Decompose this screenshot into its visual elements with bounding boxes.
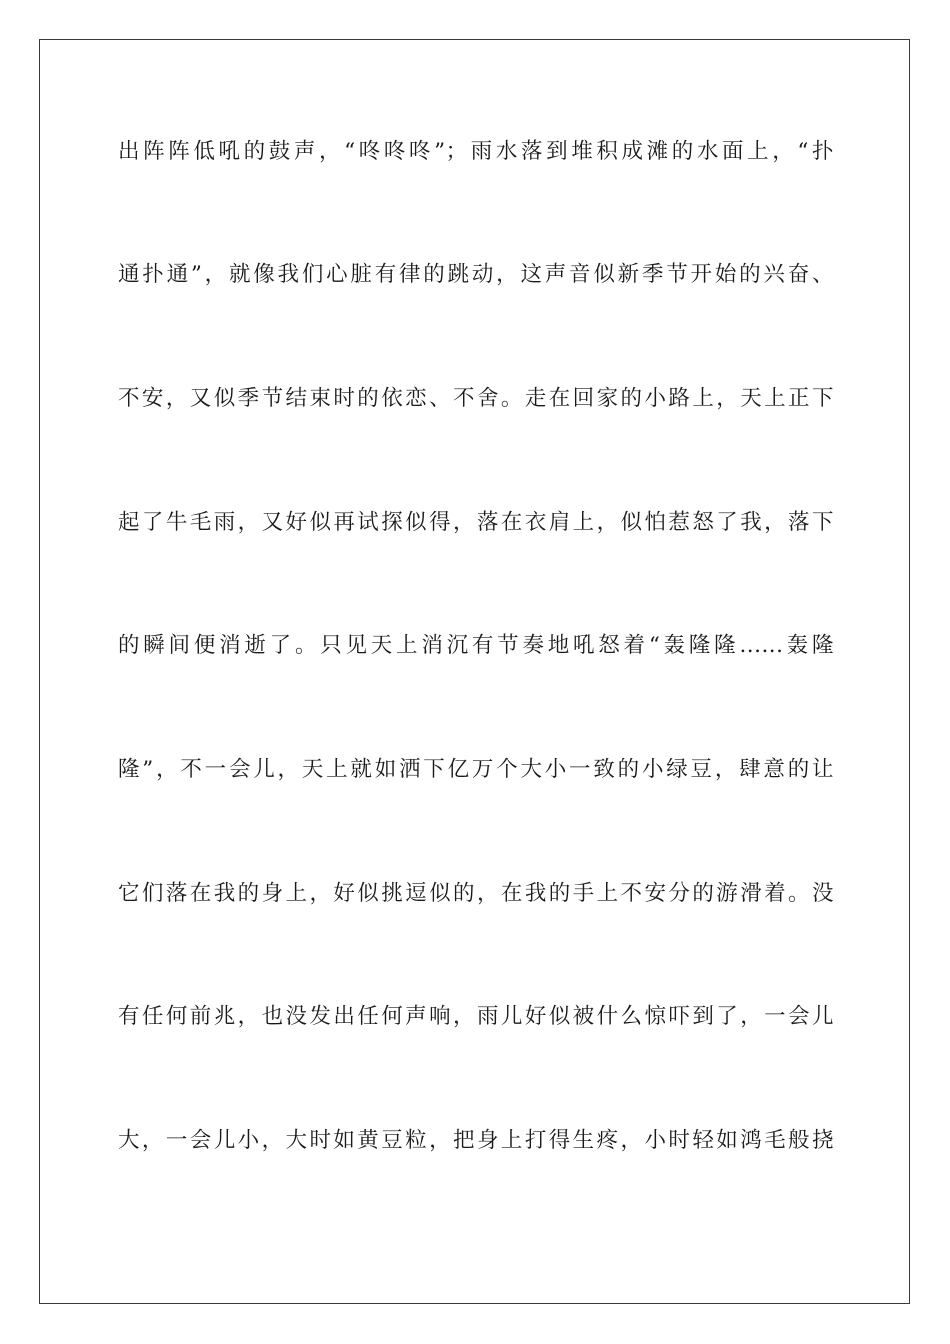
text-line: 不安，又似季节结束时的依恋、不舍。走在回家的小路上，天上正下	[118, 386, 834, 411]
text-line: 隆”，不一会儿，天上就如洒下亿万个大小一致的小绿豆，肆意的让	[118, 757, 834, 782]
text-line: 它们落在我的身上，好似挑逗似的，在我的手上不安分的游滑着。没	[118, 881, 834, 906]
text-line: 大，一会儿小，大时如黄豆粒，把身上打得生疼，小时轻如鸿毛般挠	[118, 1128, 834, 1153]
text-line: 出阵阵低吼的鼓声，“咚咚咚”；雨水落到堆积成滩的水面上，“扑	[118, 139, 834, 164]
page-border	[39, 39, 910, 1304]
text-line: 有任何前兆，也没发出任何声响，雨儿好似被什么惊吓到了，一会儿	[118, 1004, 834, 1029]
text-line: 的瞬间便消逝了。只见天上消沉有节奏地吼怒着“轰隆隆......轰隆	[118, 633, 834, 658]
text-line: 起了牛毛雨，又好似再试探似得，落在衣肩上，似怕惹怒了我，落下	[118, 510, 834, 535]
text-line: 通扑通”，就像我们心脏有律的跳动，这声音似新季节开始的兴奋、	[118, 262, 834, 287]
